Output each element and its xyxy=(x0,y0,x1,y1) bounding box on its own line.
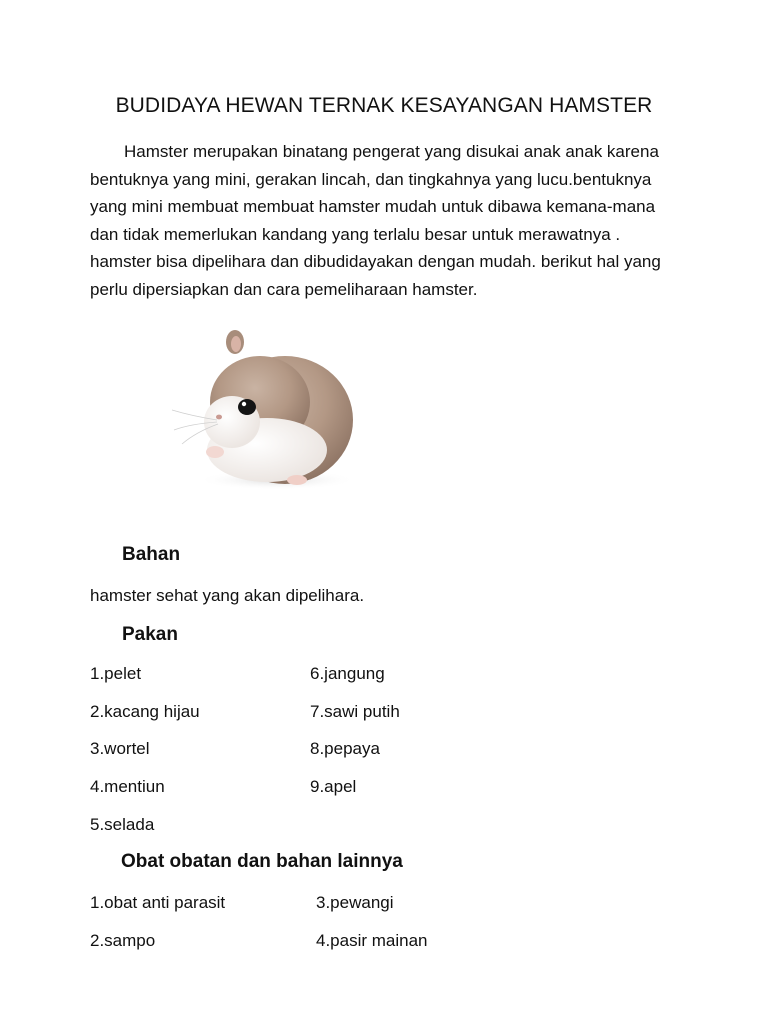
obat-item: 4.pasir mainan xyxy=(316,931,428,950)
pakan-item: 4.mentiun xyxy=(90,777,165,796)
bahan-text: hamster sehat yang akan dipelihara. xyxy=(90,586,365,605)
obat-item: 2.sampo xyxy=(90,931,156,950)
pakan-item: 8.pepaya xyxy=(310,739,380,758)
intro-line: bentuknya yang mini, gerakan lincah, dan tingkahnya yang lucu.bentuknya xyxy=(90,169,652,189)
intro-line: hamster bisa dipelihara dan dibudidayakan dengan mudah. berikut hal yang xyxy=(90,252,661,271)
intro-paragraph xyxy=(90,138,710,303)
intro-line: Hamster merupakan binatang pengerat yang disukai anak anak karena xyxy=(124,142,659,161)
hamster-photo xyxy=(92,312,422,530)
pakan-item: 3.wortel xyxy=(90,739,150,758)
intro-line: perlu dipersiapkan dan cara pemeliharaan hamster. xyxy=(90,279,478,299)
pakan-item: 2.kacang hijau xyxy=(90,702,200,721)
pakan-heading: Pakan xyxy=(122,624,178,645)
document-title: BUDIDAYA HEWAN TERNAK KESAYANGAN HAMSTER xyxy=(115,94,653,117)
pakan-item: 5.selada xyxy=(90,815,155,834)
pakan-item: 6.jangung xyxy=(310,664,385,683)
pakan-item: 7.sawi putih xyxy=(310,702,400,721)
obat-item: 3.pewangi xyxy=(316,893,394,912)
obat-heading: Obat obatan dan bahan lainnya xyxy=(121,851,403,872)
obat-item: 1.obat anti parasit xyxy=(90,893,226,912)
intro-line: dan tidak memerlukan kandang yang terlalu besar untuk merawatnya . xyxy=(90,224,621,244)
intro-line: yang mini membuat membuat hamster mudah untuk dibawa kemana-mana xyxy=(90,197,656,216)
pakan-item: 9.apel xyxy=(310,777,357,796)
pakan-item: 1.pelet xyxy=(90,664,142,683)
bahan-heading: Bahan xyxy=(122,544,181,565)
